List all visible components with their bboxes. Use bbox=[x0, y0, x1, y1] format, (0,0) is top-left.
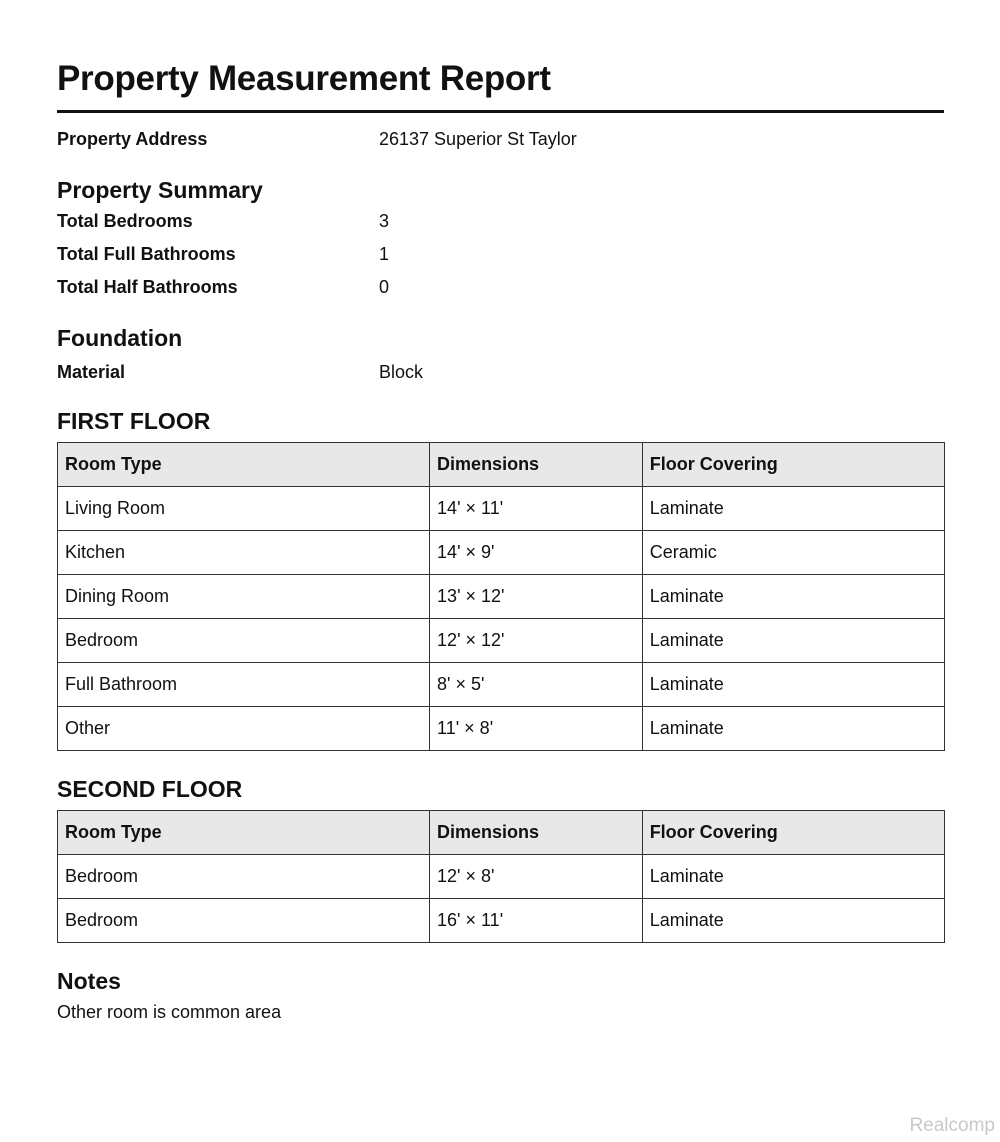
dimensions-cell: 12' × 12' bbox=[430, 619, 643, 663]
notes-heading: Notes bbox=[57, 968, 121, 994]
dimensions-cell: 11' × 8' bbox=[430, 707, 643, 751]
summary-value: 3 bbox=[379, 211, 390, 231]
report-page bbox=[57, 58, 944, 1023]
summary-label: Total Bedrooms bbox=[57, 211, 193, 231]
room-type-cell: Living Room bbox=[58, 487, 430, 531]
table-header-row bbox=[58, 443, 945, 487]
summary-value: 0 bbox=[379, 277, 390, 297]
table-header-row bbox=[58, 811, 945, 855]
summary-row bbox=[57, 238, 944, 271]
table-row bbox=[58, 619, 945, 663]
page-title: Property Measurement Report bbox=[57, 59, 551, 98]
address-value: 26137 Superior St Taylor bbox=[379, 129, 577, 149]
summary-value: 1 bbox=[379, 244, 390, 264]
foundation-label: Material bbox=[57, 362, 126, 382]
second-floor-table bbox=[57, 810, 945, 943]
first-floor-heading: FIRST FLOOR bbox=[57, 408, 211, 434]
dimensions-cell: 12' × 8' bbox=[430, 855, 643, 899]
room-type-cell: Bedroom bbox=[58, 899, 430, 943]
room-type-cell: Bedroom bbox=[58, 855, 430, 899]
dimensions-cell: 13' × 12' bbox=[430, 575, 643, 619]
table-row bbox=[58, 487, 945, 531]
address-row bbox=[57, 123, 944, 156]
floor-covering-cell: Laminate bbox=[642, 899, 944, 943]
table-row bbox=[58, 575, 945, 619]
summary-heading: Property Summary bbox=[57, 177, 263, 203]
dimensions-cell: 14' × 11' bbox=[430, 487, 643, 531]
table-row bbox=[58, 663, 945, 707]
room-type-cell: Kitchen bbox=[58, 531, 430, 575]
title-divider bbox=[57, 110, 944, 113]
column-header-room-type: Room Type bbox=[58, 443, 430, 487]
room-type-cell: Dining Room bbox=[58, 575, 430, 619]
table-row bbox=[58, 855, 945, 899]
dimensions-cell: 16' × 11' bbox=[430, 899, 643, 943]
table-row bbox=[58, 531, 945, 575]
floor-covering-cell: Laminate bbox=[642, 707, 944, 751]
room-type-cell: Other bbox=[58, 707, 430, 751]
floor-covering-cell: Laminate bbox=[642, 663, 944, 707]
table-row bbox=[58, 899, 945, 943]
table-row bbox=[58, 707, 945, 751]
room-type-cell: Bedroom bbox=[58, 619, 430, 663]
summary-label: Total Half Bathrooms bbox=[57, 277, 238, 297]
summary-row bbox=[57, 271, 944, 304]
summary-row bbox=[57, 205, 944, 238]
floor-covering-cell: Laminate bbox=[642, 855, 944, 899]
column-header-floor-covering: Floor Covering bbox=[642, 443, 944, 487]
floor-covering-cell: Laminate bbox=[642, 619, 944, 663]
dimensions-cell: 14' × 9' bbox=[430, 531, 643, 575]
second-floor-heading: SECOND FLOOR bbox=[57, 776, 243, 802]
room-type-cell: Full Bathroom bbox=[58, 663, 430, 707]
column-header-dimensions: Dimensions bbox=[430, 811, 643, 855]
foundation-value: Block bbox=[379, 362, 424, 382]
realcomp-watermark: Realcomp bbox=[909, 1115, 995, 1136]
dimensions-cell: 8' × 5' bbox=[430, 663, 643, 707]
column-header-floor-covering: Floor Covering bbox=[642, 811, 944, 855]
summary-label: Total Full Bathrooms bbox=[57, 244, 236, 264]
foundation-row bbox=[57, 356, 944, 389]
floor-covering-cell: Ceramic bbox=[642, 531, 944, 575]
foundation-heading: Foundation bbox=[57, 325, 183, 351]
address-label: Property Address bbox=[57, 129, 208, 149]
first-floor-table bbox=[57, 442, 945, 751]
floor-covering-cell: Laminate bbox=[642, 575, 944, 619]
notes-text: Other room is common area bbox=[57, 1002, 282, 1022]
column-header-dimensions: Dimensions bbox=[430, 443, 643, 487]
column-header-room-type: Room Type bbox=[58, 811, 430, 855]
floor-covering-cell: Laminate bbox=[642, 487, 944, 531]
